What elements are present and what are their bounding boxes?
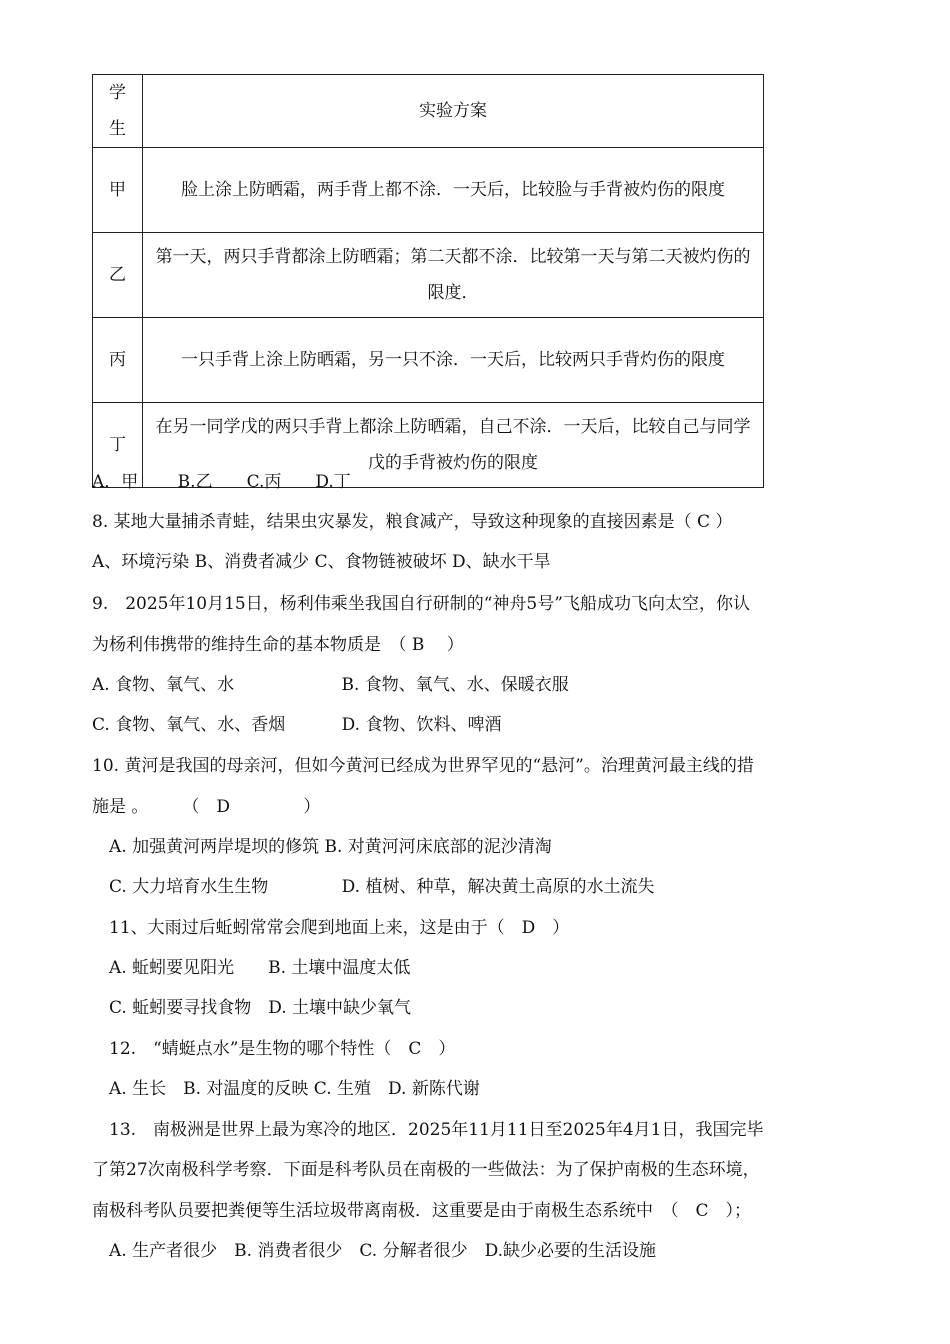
- student-cell: 丙: [93, 318, 143, 403]
- q9-stem-line2: 为杨利伟携带的维持生命的基本物质是 （ B ）: [92, 635, 464, 655]
- q13-stem-line2: 了第27次南极科学考察．下面是科考队员在南极的一些做法：为了保护南极的生态环境，: [92, 1160, 760, 1180]
- plan-cell: 在另一同学戊的两只手背上都涂上防晒霜，自己不涂．一天后，比较自己与同学戊的手背被灼伤的限度: [143, 403, 764, 488]
- q12-stem: 12. “蜻蜓点水”是生物的哪个特性（ C ）: [92, 1039, 456, 1059]
- plan-cell: 一只手背上涂上防晒霜，另一只不涂．一天后，比较两只手背灼伤的限度: [143, 318, 764, 403]
- student-cell: 乙: [93, 233, 143, 318]
- q7-options: A．甲 B.乙 C.丙 D.丁: [92, 472, 351, 492]
- q9-options-ab: A. 食物、氧气、水 B. 食物、氧气、水、保暖衣服: [92, 675, 569, 695]
- q8-stem: 8. 某地大量捕杀青蛙，结果虫灾暴发，粮食减产，导致这种现象的直接因素是（ C ）: [92, 512, 733, 532]
- q8-options: A、环境污染 B、消费者减少 C、食物链被破坏 D、缺水干旱: [92, 552, 551, 572]
- plan-cell: 第一天，两只手背都涂上防晒霜；第二天都不涂．比较第一天与第二天被灼伤的限度．: [143, 233, 764, 318]
- student-cell: 丁: [93, 403, 143, 488]
- q10-stem-line2: 施是 。 （ D ）: [92, 797, 321, 817]
- q12-options: A. 生长 B. 对温度的反映 C. 生殖 D. 新陈代谢: [92, 1079, 480, 1099]
- q9-options-cd: C. 食物、氧气、水、香烟 D. 食物、饮料、啤酒: [92, 715, 502, 735]
- q10-options-ab: A. 加强黄河两岸堤坝的修筑 B. 对黄河河床底部的泥沙清淘: [92, 837, 552, 857]
- plan-cell: 脸上涂上防晒霜，两手背上都不涂．一天后，比较脸与手背被灼伤的限度: [143, 148, 764, 233]
- q11-options-ab: A. 蚯蚓要见阳光 B. 土壤中温度太低: [92, 958, 411, 978]
- header-plan: 实验方案: [143, 75, 764, 148]
- student-cell: 甲: [93, 148, 143, 233]
- q13-options: A. 生产者很少 B. 消费者很少 C. 分解者很少 D.缺少必要的生活设施: [92, 1241, 657, 1261]
- table-row: [93, 233, 764, 318]
- q13-stem-line3: 南极科考队员要把粪便等生活垃圾带离南极．这重要是由于南极生态系统中 （ C ）；: [92, 1201, 752, 1221]
- table-row: [93, 318, 764, 403]
- q9-stem-line1: 9. 2025年10月15日，杨利伟乘坐我国自行研制的“神舟5号”飞船成功飞向太空，你认: [92, 594, 750, 614]
- table-row: [93, 148, 764, 233]
- q10-options-cd: C. 大力培育水生生物 D. 植树、种草，解决黄土高原的水土流失: [92, 877, 655, 897]
- q13-stem-line1: 13. 南极洲是世界上最为寒冷的地区．2025年11月11日至2025年4月1日，我国完毕: [92, 1120, 764, 1140]
- experiment-plan-table: [92, 74, 764, 488]
- q11-stem: 11、大雨过后蚯蚓常常会爬到地面上来，这是由于（ D ）: [92, 918, 570, 938]
- table-header-row: [93, 75, 764, 148]
- q11-options-cd: C. 蚯蚓要寻找食物 D. 土壤中缺少氧气: [92, 998, 412, 1018]
- q10-stem-line1: 10. 黄河是我国的母亲河，但如今黄河已经成为世界罕见的“悬河”。治理黄河最主线的措: [92, 756, 754, 776]
- header-student: 学生: [93, 75, 143, 148]
